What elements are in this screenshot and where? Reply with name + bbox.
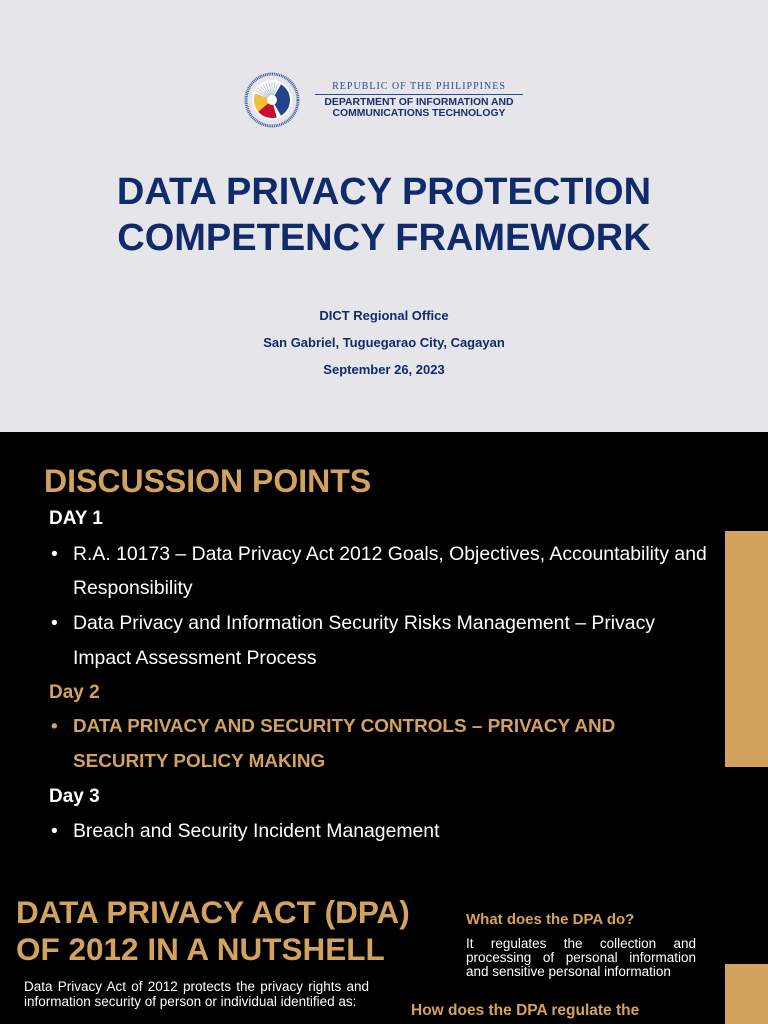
day-2-items <box>49 710 714 779</box>
agenda-item: • Data Privacy and Information Security Risks Management – Privacy Impact Assessment Process <box>49 606 714 675</box>
agenda-item: • R.A. 10173 – Data Privacy Act 2012 Goals, Objectives, Accountability and Responsibility <box>49 537 714 606</box>
venue-office: DICT Regional Office <box>319 308 449 323</box>
title-slide <box>0 0 768 432</box>
dpa-answer-1: It regulates the collection and processing of personal information and sensitive personal information <box>466 936 696 979</box>
presentation-title: DATA PRIVACY PROTECTION COMPETENCY FRAMEWORK <box>116 171 652 259</box>
day-2-label: Day 2 <box>49 681 100 703</box>
dict-seal-icon <box>242 70 302 130</box>
agenda-item: • Breach and Security Incident Management <box>49 814 714 849</box>
accent-bar <box>725 531 768 767</box>
seal-center <box>267 95 277 105</box>
logo-department-line-2: COMMUNICATIONS TECHNOLOGY <box>332 108 506 119</box>
dpa-slide <box>0 858 768 1024</box>
logo-department-line-1: DEPARTMENT OF INFORMATION AND <box>324 97 514 108</box>
logo-divider <box>315 94 523 95</box>
agenda-list <box>49 502 714 849</box>
agenda-item-highlighted: • DATA PRIVACY AND SECURITY CONTROLS – PRIVACY AND SECURITY POLICY MAKING <box>49 710 714 779</box>
logo-republic-text: REPUBLIC OF THE PHILIPPINES <box>332 81 506 92</box>
discussion-slide <box>0 432 768 858</box>
day-1-label: DAY 1 <box>49 508 103 529</box>
dpa-intro-text: Data Privacy Act of 2012 protects the privacy rights and information security of person or individual identified as: <box>24 979 369 1009</box>
event-date: September 26, 2023 <box>323 362 445 377</box>
day-3-label: Day 3 <box>49 785 100 807</box>
discussion-title: DISCUSSION POINTS <box>44 463 372 499</box>
dpa-question-1: What does the DPA do? <box>466 911 635 928</box>
dpa-title: DATA PRIVACY ACT (DPA) OF 2012 IN A NUTSHELL <box>16 894 410 967</box>
day-3-items <box>49 814 714 849</box>
dpa-question-2: How does the DPA regulate the <box>411 1002 640 1019</box>
day-1-items <box>49 537 714 676</box>
accent-bar <box>725 964 768 1024</box>
venue-address: San Gabriel, Tuguegarao City, Cagayan <box>263 335 505 350</box>
